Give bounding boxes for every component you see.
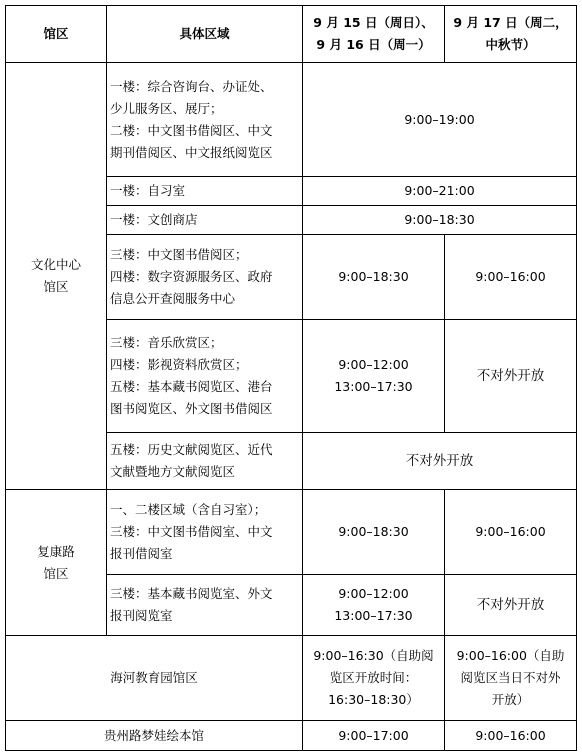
hours-cell-sep17: 9:00–16:00	[445, 721, 577, 751]
branch-fukang-cell	[6, 490, 107, 636]
hours-line: 13:00–17:30	[334, 379, 413, 394]
header-date-mid-autumn-eve	[303, 6, 445, 63]
table-row	[6, 63, 577, 177]
branch-wenhua-line2: 馆区	[43, 279, 69, 294]
hours-line: 9:00–16:00（自助	[456, 648, 565, 663]
hours-cell-sep15-16	[303, 235, 445, 320]
hours-line: 开放）	[491, 692, 530, 707]
hours-cell-sep15-16	[303, 320, 445, 433]
hours-line: 9:00–18:30	[338, 524, 409, 539]
area-line: 文献暨地方文献阅览区	[110, 464, 236, 479]
area-line: 报刊借阅室	[110, 546, 173, 561]
hours-cell: 不对外开放	[303, 433, 577, 490]
hours-line: 9:00–18:30	[338, 269, 409, 284]
branch-haihe-cell: 海河教育园馆区	[6, 636, 303, 721]
area-line: 三楼：中文图书借阅区；	[110, 247, 248, 262]
area-line: 图书阅览区、外文图书借阅区	[110, 401, 273, 416]
area-line: 期刊借阅区、中文报纸阅览区	[110, 144, 273, 160]
branch-fukang-line2: 馆区	[43, 565, 69, 581]
area-line: 三楼：基本藏书阅览室、外文	[110, 586, 273, 601]
table-row	[6, 721, 577, 751]
area-line: 信息公开查阅服务中心	[110, 291, 236, 306]
area-line: 三楼：中文图书借阅室、中文	[110, 524, 273, 539]
area-cell	[107, 433, 303, 490]
hours-line: 9:00–16:00	[475, 524, 546, 539]
hours-cell: 9:00–18:30	[303, 206, 577, 235]
hours-line: 阅览区当日不对外	[460, 670, 561, 685]
branch-guizhou-cell: 贵州路梦娃绘本馆	[6, 721, 303, 751]
area-cell	[107, 177, 303, 206]
hours-line: 9:00–16:00	[475, 269, 546, 284]
area-cell	[107, 63, 303, 177]
area-line: 三楼：音乐欣赏区；	[110, 335, 223, 350]
hours-line: 9:00–16:30（自助阅	[313, 648, 434, 663]
opening-hours-table	[5, 5, 577, 751]
area-cell	[107, 575, 303, 636]
hours-line: 览区开放时间：	[329, 670, 418, 685]
area-line: 五楼：历史文献阅览区、近代	[110, 442, 273, 457]
area-line: 四楼：影视资料欣赏区；	[110, 357, 248, 372]
area-line: 五楼：基本藏书阅览区、港台	[110, 379, 273, 394]
header-area: 具体区域	[107, 6, 303, 63]
header-date-mid-autumn	[445, 6, 577, 63]
hours-cell-sep15-16: 9:00–17:00	[303, 721, 445, 751]
hours-cell-sep15-16	[303, 636, 445, 721]
hours-line: 13:00–17:30	[334, 608, 413, 623]
hours-cell: 9:00–21:00	[303, 177, 577, 206]
header-date2-line2: 中秋节）	[485, 37, 536, 52]
table-row	[6, 490, 577, 575]
area-line: 报刊阅览室	[110, 608, 173, 623]
area-cell	[107, 235, 303, 320]
header-branch: 馆区	[6, 6, 107, 63]
hours-cell: 9:00–19:00	[303, 63, 577, 177]
area-line: 一楼：自习室	[110, 183, 186, 198]
hours-cell-sep15-16	[303, 575, 445, 636]
hours-line: 9:00–12:00	[338, 586, 409, 601]
header-date1-line2: 9 月 16 日（周一）	[316, 37, 431, 52]
area-line: 二楼：中文图书借阅区、中文	[110, 122, 273, 138]
branch-wenhua-cell	[6, 63, 107, 490]
hours-cell-sep15-16	[303, 490, 445, 575]
header-date2-line1: 9 月 17 日（周二，	[453, 15, 568, 30]
closed-label: 不对外开放	[476, 597, 545, 613]
area-line: 四楼：数字资源服务区、政府	[110, 269, 273, 284]
area-line: 一、二楼区域（含自习室）；	[110, 502, 267, 517]
branch-wenhua-line1: 文化中心	[30, 257, 81, 272]
hours-line: 9:00–12:00	[338, 357, 409, 372]
hours-cell-sep17	[445, 575, 577, 636]
table-row	[6, 636, 577, 721]
header-row	[6, 6, 577, 63]
hours-cell-sep17	[445, 320, 577, 433]
area-cell	[107, 490, 303, 575]
hours-cell-sep17	[445, 235, 577, 320]
area-cell	[107, 320, 303, 433]
hours-line: 16:30–18:30）	[328, 692, 419, 707]
area-line: 少儿服务区、展厅；	[110, 100, 223, 116]
closed-label: 不对外开放	[476, 368, 545, 384]
area-line: 一楼：文创商店	[110, 212, 198, 227]
branch-fukang-line1: 复康路	[37, 543, 75, 559]
area-line: 一楼：综合咨询台、办证处、	[110, 78, 273, 94]
area-cell	[107, 206, 303, 235]
hours-cell-sep17	[445, 490, 577, 575]
header-date1-line1: 9 月 15 日（周日）、	[313, 15, 434, 30]
hours-cell-sep17	[445, 636, 577, 721]
